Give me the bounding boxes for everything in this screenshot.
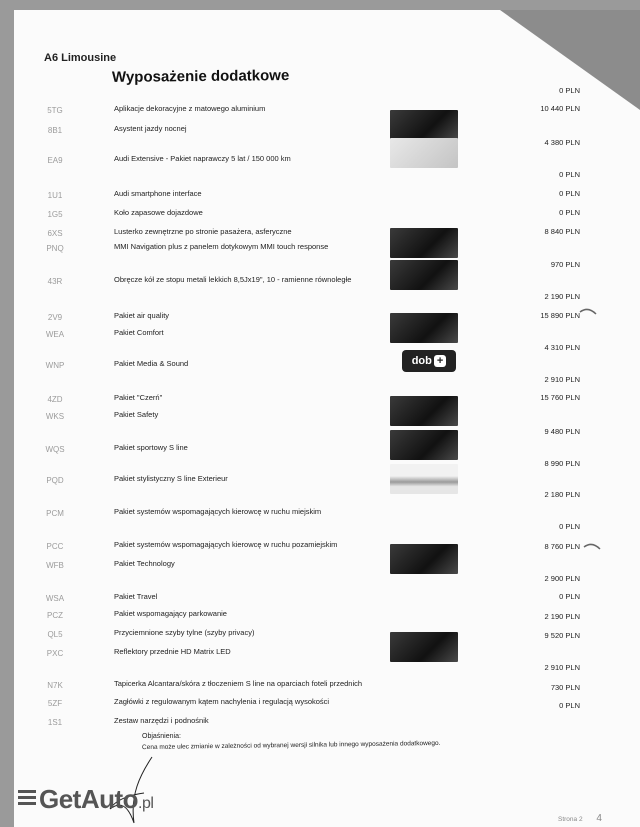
option-code: PQD: [46, 476, 64, 485]
option-description: Pakiet Travel: [114, 592, 158, 601]
thumbnail-headlight: [390, 632, 458, 662]
page-number: 4: [596, 813, 602, 824]
option-description: Lusterko zewnętrzne po stronie pasażera, asferyczne: [114, 227, 292, 236]
option-price: 10 440 PLN: [540, 104, 580, 113]
thumbnail-sport: [390, 430, 458, 460]
option-code: 1G5: [47, 210, 63, 219]
thumbnail-extensive: [390, 138, 458, 168]
option-price: 15 760 PLN: [540, 393, 580, 402]
option-price: 15 890 PLN: [540, 311, 580, 320]
option-description: Tapicerka Alcantara/skóra z tłoczeniem S line na oparciach foteli przednich: [114, 679, 363, 688]
option-price: 2 180 PLN: [544, 490, 580, 499]
option-description: Pakiet systemów wspomagających kierowcę w ruchu miejskim: [114, 507, 322, 516]
option-code: PNQ: [46, 244, 64, 253]
pen-mark-icon: [582, 541, 602, 561]
option-code: 43R: [47, 277, 63, 286]
option-code: 1S1: [47, 718, 63, 727]
option-code: PCM: [46, 509, 64, 518]
option-code: N7K: [47, 681, 63, 690]
option-price: 0 PLN: [559, 208, 580, 217]
option-price: 8 840 PLN: [544, 227, 580, 236]
option-price: 2 190 PLN: [544, 292, 580, 301]
thumbnail-safety: [390, 396, 458, 426]
dob-badge: dob +: [402, 350, 456, 372]
option-description: Zagłówki z regulowanym kątem nachylenia i regulacją wysokości: [114, 697, 330, 706]
option-description: Przyciemnione szyby tylne (szyby privacy): [114, 628, 255, 637]
thumbnail-car: [390, 464, 458, 494]
option-price: 2 190 PLN: [544, 612, 580, 621]
option-code: 5ZF: [47, 699, 63, 708]
option-code: 1U1: [47, 191, 63, 200]
thumbnail-navigation: [390, 228, 458, 258]
option-description: Reflektory przednie HD Matrix LED: [114, 647, 231, 656]
option-price: 4 310 PLN: [544, 343, 580, 352]
option-code: PXC: [46, 649, 64, 658]
option-price: 970 PLN: [550, 260, 580, 269]
option-price: 9 520 PLN: [544, 631, 580, 640]
option-description: MMI Navigation plus z panelem dotykowym MMI touch response: [114, 242, 329, 251]
thumbnail-night-vision: [390, 110, 458, 140]
option-code: WKS: [45, 412, 65, 421]
option-price: 0 PLN: [559, 701, 580, 710]
option-code: EA9: [47, 156, 63, 165]
option-description: Pakiet wspomagający parkowanie: [114, 609, 227, 618]
notes-heading: Objaśnienia:: [142, 733, 181, 740]
option-description: Zestaw narzędzi i podnośnik: [114, 716, 209, 725]
option-description: Pakiet "Czerń": [114, 393, 163, 402]
option-description: Pakiet systemów wspomagających kierowcę w ruchu pozamiejskim: [114, 540, 338, 549]
option-code: WFB: [46, 561, 64, 570]
option-code: WQS: [45, 445, 65, 454]
option-description: Obręcze kół ze stopu metali lekkich 8,5Jx19", 10 - ramienne równoległe: [114, 275, 352, 284]
getauto-logo-icon: [18, 787, 36, 808]
option-code: WNP: [45, 361, 65, 370]
option-description: Pakiet air quality: [114, 311, 170, 320]
option-code: 6XS: [47, 229, 63, 238]
option-code: 4ZD: [47, 395, 63, 404]
option-description: Aplikacje dekoracyjne z matowego aluminium: [114, 104, 266, 113]
option-price: 0 PLN: [559, 522, 580, 531]
option-description: Pakiet Safety: [114, 410, 159, 419]
option-price: 2 910 PLN: [544, 375, 580, 384]
option-description: Pakiet Comfort: [114, 328, 164, 337]
option-price: 2 910 PLN: [544, 663, 580, 672]
thumbnail-technology: [390, 544, 458, 574]
option-description: Audi Extensive - Pakiet naprawczy 5 lat / 150 000 km: [114, 154, 291, 163]
option-code: 8B1: [47, 126, 63, 135]
thumbnail-wheel: [390, 260, 458, 290]
option-description: Audi smartphone interface: [114, 189, 202, 198]
option-description: Pakiet Technology: [114, 559, 175, 568]
thumbnail-comfort: [390, 313, 458, 343]
option-price: 730 PLN: [550, 683, 580, 692]
option-price: 2 900 PLN: [544, 574, 580, 583]
option-price: 0 PLN: [559, 170, 580, 179]
option-code: WSA: [45, 594, 65, 603]
option-description: Pakiet sportowy S line: [114, 443, 188, 452]
option-description: Pakiet stylistyczny S line Exterieur: [114, 474, 228, 483]
notes-text: Cena może ulec zmianie w zależności od wybranej wersji silnika lub innego wyposażenia dodatkowego.: [141, 739, 441, 752]
option-price: 4 380 PLN: [544, 138, 580, 147]
option-price: 0 PLN: [559, 86, 580, 95]
option-code: PCC: [46, 542, 64, 551]
option-description: Pakiet Media & Sound: [114, 359, 189, 368]
option-code: 5TG: [47, 106, 63, 115]
option-code: PCZ: [47, 611, 63, 620]
getauto-watermark: [18, 784, 153, 815]
page-title: Wyposażenie dodatkowe: [111, 67, 290, 86]
option-code: 2V9: [47, 313, 63, 322]
option-price: 8 990 PLN: [544, 459, 580, 468]
watermark-brand: GetAuto: [39, 784, 139, 814]
page-footer: [558, 813, 602, 824]
option-description: Koło zapasowe dojazdowe: [114, 208, 203, 217]
option-description: Asystent jazdy nocnej: [114, 124, 187, 133]
option-code: QL5: [47, 630, 63, 639]
watermark-tld: .pl: [138, 795, 154, 812]
option-code: WEA: [45, 330, 65, 339]
page-label: Strona 2: [558, 816, 583, 823]
option-price: 8 760 PLN: [544, 542, 580, 551]
option-price: 9 480 PLN: [544, 427, 580, 436]
option-price: 0 PLN: [559, 592, 580, 601]
model-name: A6 Limousine: [44, 52, 117, 64]
option-price: 0 PLN: [559, 189, 580, 198]
pen-mark-icon: [578, 306, 598, 326]
